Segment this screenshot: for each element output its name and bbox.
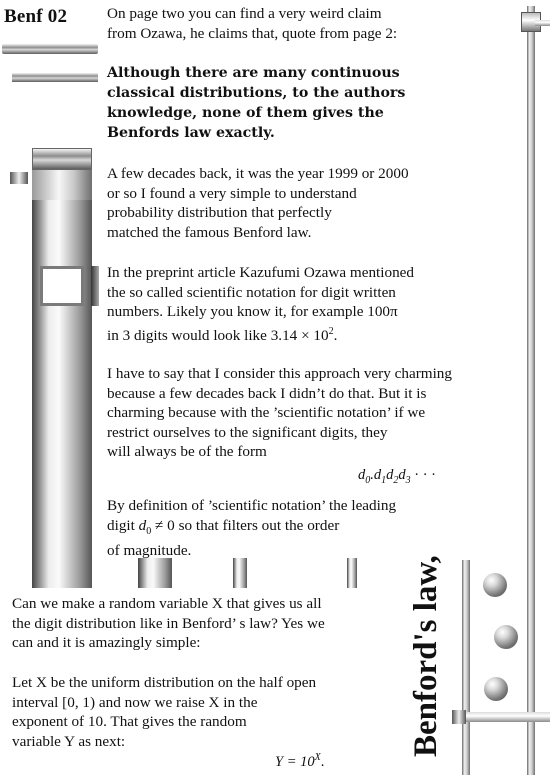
p3-line-2: because a few decades back I didn’t do that. But it is	[107, 384, 427, 402]
p2-line-4: in 3 digits would look like $3.14 \times 10^2$.	[107, 325, 338, 344]
p5-line-3: can and it is amazingly simple:	[12, 634, 201, 652]
quote-line-3: knowledge, none of them gives the	[107, 105, 384, 121]
quote-line-4: Benfords law exactly.	[107, 125, 275, 141]
pillar-side-tab	[91, 266, 99, 306]
intro-line-2: from Ozawa, he claims that, quote from page 2:	[107, 24, 398, 42]
p3-line-4: restrict ourselves to the significant digits, they	[107, 423, 388, 441]
pillar-cap	[32, 148, 92, 170]
right-rail-connector	[535, 20, 550, 26]
p3-line-1: I have to say that I consider this approach very charming	[107, 365, 452, 382]
frame-crossbar-joint	[452, 710, 466, 724]
p1-line-3: probability distribution that perfectly	[107, 204, 332, 222]
p5-line-2: the digit distribution like in Benford’ s law? Yes we	[12, 614, 325, 632]
decor-bar-1	[2, 44, 98, 54]
p1-line-1: A few decades back, it was the year 1999 or 2000	[107, 165, 409, 182]
sphere-2	[494, 625, 518, 649]
paragraph-6	[12, 673, 316, 751]
paragraph-5	[12, 594, 325, 653]
quote-line-2: classical distributions, to the authors	[107, 85, 406, 101]
paragraph-2	[107, 263, 414, 345]
p1-line-4: matched the famous Benford law.	[107, 223, 312, 241]
quote-line-1: Although there are many continuous	[107, 65, 400, 81]
right-rail	[527, 6, 535, 775]
p3-line-5: will always be of the form	[107, 443, 267, 461]
frame-crossbar	[455, 712, 550, 722]
decor-tab-1	[138, 558, 172, 588]
pillar-shaft	[32, 200, 92, 588]
quote-block	[107, 63, 405, 143]
page-title: Benf 02	[4, 6, 68, 27]
side-label: Benford's law,	[408, 555, 444, 757]
decor-tab-3	[347, 558, 357, 588]
intro-text	[107, 4, 397, 43]
pillar-window	[40, 266, 84, 306]
intro-line-1: On page two you can find a very weird claim	[107, 5, 382, 22]
decor-tab-2	[233, 558, 247, 588]
p6-line-3: exponent of 10. That gives the random	[12, 713, 247, 731]
pillar-notch	[10, 172, 28, 184]
paragraph-1	[107, 164, 409, 242]
p1-line-2: or so I found a very simple to understand	[107, 184, 357, 202]
p6-line-4: variable Y as next:	[12, 732, 126, 750]
p2-line-1: In the preprint article Kazufumi Ozawa mentioned	[107, 264, 414, 281]
formula-digits: $d_0.d_1d_2d_3$ · · ·	[358, 467, 436, 486]
frame-left-post	[462, 560, 470, 775]
p2-line-3: numbers. Likely you know it, for example 100π	[107, 303, 398, 321]
sphere-1	[483, 573, 507, 597]
decor-bar-2	[12, 73, 98, 82]
p6-line-2: interval [0, 1) and now we raise X in the	[12, 693, 258, 711]
p5-line-1: Can we make a random variable X that gives us all	[12, 595, 322, 612]
p4-line-3: of magnitude.	[107, 542, 192, 560]
p3-line-3: charming because with the ’scientific notation’ if we	[107, 404, 426, 422]
p2-line-2: the so called scientific notation for digit written	[107, 283, 396, 301]
paragraph-4	[107, 496, 396, 561]
sphere-3	[484, 677, 508, 701]
formula-y: $Y = 10^X$.	[275, 752, 325, 770]
p4-line-2: digit $d_0 \ne 0$ so that filters out the order	[107, 516, 340, 537]
p6-line-1: Let X be the uniform distribution on the half open	[12, 674, 317, 691]
p4-line-1: By definition of ’scientific notation’ the leading	[107, 497, 397, 514]
pillar-head	[32, 170, 92, 201]
paragraph-3	[107, 364, 452, 462]
